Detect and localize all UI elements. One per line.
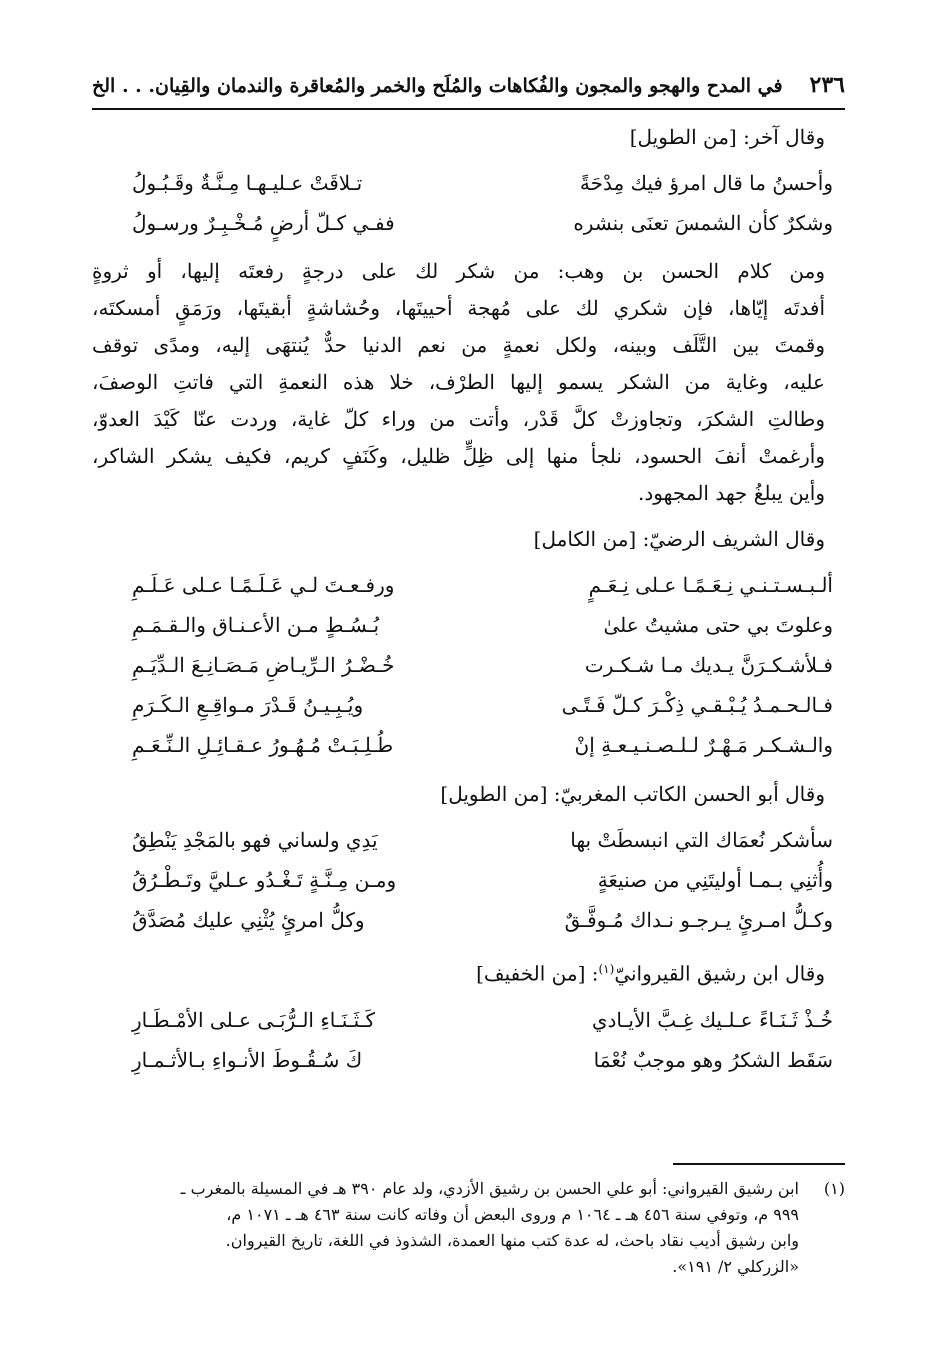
first-hemistich: فـلأشـكـرَنَّ يـديك مـا شـكـرت: [584, 653, 833, 677]
second-hemistich: ورفـعـتَ لـي عَـلَـمًـا عـلى عَـلَـمِ: [132, 573, 395, 597]
prose-line: وأرغمتْ أنفَ الحسود، نلجأ منها إلى ظِلٍّ ظليل، وكَنَفٍ كريم، فكيف يشكر الشاكر،: [92, 444, 825, 468]
poem: [92, 565, 845, 765]
poem: [92, 820, 845, 940]
prose-line: عليه، وغاية من الشكر يسمو إليها الطرْف، خلا هذه النعمةِ التي فاتتِ الوصفَ،: [92, 370, 825, 394]
footnote-line: ٩٩٩ م، وتوفي سنة ٤٥٦ هـ ـ ١٠٦٤ م وروى البعض أن وفاته كانت سنة ٤٦٣ هـ ـ ١٠٧١ م،: [226, 1205, 799, 1224]
second-hemistich: كَـثَـنَـاءِ الـرُّبَـى عـلى الأمْـطَـارِ: [132, 1007, 376, 1032]
second-hemistich: تـلاقَتْ عـليـهـا مِـنَّـةٌ وقَـبُـولُ: [132, 171, 363, 195]
second-hemistich: ومـن مِـنَّـةٍ تَـغْـدُو عـليَّ وتَـطْـرُقُ: [132, 868, 397, 892]
first-hemistich: سأشكر نُعمَاك التي انبسطَتْ بها: [570, 828, 833, 852]
first-hemistich: ألـبـسـتـنـي نِـعَـمًـا عـلى نِـعَـمٍ: [588, 573, 833, 597]
first-hemistich: وشكرٌ كأن الشمسَ تعنَى بنشره: [573, 211, 833, 235]
verse: [92, 565, 845, 605]
running-title: في المدح والهجو والمجون والفُكاهات والمُلَح والخمر والمُعاقرة والندمان والقِيان. . . الخ: [92, 75, 783, 97]
page-number: ٢٣٦: [809, 72, 845, 98]
page-body: [92, 118, 845, 1090]
footnote-marker: (١): [823, 1179, 845, 1198]
poem-intro: وقال الشريف الرضيّ: [من الكامل]: [533, 527, 825, 551]
footnote-line: «الزركلي ٢/ ١٩١».: [672, 1257, 799, 1276]
verse: [92, 820, 845, 860]
poem: [92, 163, 845, 243]
second-hemistich: ويُـبِـيـنُ قَـدْرَ مـواقِـعِ الـكَـرَمِ: [132, 693, 364, 717]
verse: [92, 163, 845, 203]
footnotes: [92, 1176, 845, 1280]
first-hemistich: فـالـحـمـدُ يُـبْـقـي ذِكْـرَ كـلّ فَـتًـى: [561, 693, 833, 717]
prose-line: أفدتَه إيّاها، فإن شكري لك على مُهجة أحييتَها، وحُشاشةٍ أبقيتَها، ورَمَقٍ أمسكتَه،: [92, 296, 825, 320]
poem-intro-text: وقال ابن رشيق القيروانيّ: [614, 961, 825, 986]
second-hemistich: ففـي كـلّ أرضٍ مُـخْـبِـرٌ ورسـولُ: [132, 211, 395, 235]
prose-line: وقمتَ بين التَّلَف وبينه، ولكل نعمةٍ من نعم الدنيا حدٌّ يُنتهَى إليه، ومدًى توقف: [92, 333, 825, 357]
verse: [92, 605, 845, 645]
first-hemistich: وعلوتَ بي حتى مشيتُ علىٰ: [603, 613, 833, 637]
footnote-reference[interactable]: (١): [598, 962, 615, 976]
poem: [92, 1000, 845, 1080]
prose-line: وطالتِ الشكرَ، وتجاوزتْ كلَّ قَدْر، وأتت من وراء كلّ غاية، وردت عنّا كَيْدَ العدوّ،: [92, 407, 825, 431]
second-hemistich: كَ سُـقُـوطَ الأنـواءِ بـالأثـمـارِ: [132, 1047, 363, 1072]
first-hemistich: وأحسنُ ما قال امرؤ فيك مِدْحَةً: [579, 171, 833, 195]
page-header: [92, 72, 845, 106]
poem-intro: وقال آخر: [من الطويل]: [629, 125, 825, 149]
footnote-text: [92, 1176, 799, 1280]
poem-intro: [92, 950, 825, 994]
prose-paragraph: [92, 253, 845, 512]
first-hemistich: وكـلُّ امـرئٍ يـرجـو نـداك مُـوفَّـقٌ: [564, 908, 833, 932]
verse: [92, 860, 845, 900]
prose-line: وأين يبلغُ جهد المجهود.: [638, 481, 825, 505]
verse: [92, 725, 845, 765]
prose-line: ومن كلام الحسن بن وهب: من شكر لك على درجةٍ رفعتَه إليها، أو ثروةٍ: [92, 259, 825, 283]
first-hemistich: خُـذْ ثَـنَـاءً عـلـيك غِـبَّ الأيـادي: [591, 1007, 833, 1032]
first-hemistich: والـشـكـر مَـهْـرٌ لـلـصـنـيـعـةِ إنْ: [574, 733, 833, 757]
verse: [92, 645, 845, 685]
first-hemistich: سَقَط الشكرُ وهو موجبٌ نُعْمَا: [593, 1047, 833, 1072]
footnote-divider: [673, 1163, 845, 1165]
footnote-line: ابن رشيق القيرواني: أبو علي الحسن بن رشيق الأزدي، ولد عام ٣٩٠ هـ في المسيلة بالمغرب ـ: [180, 1179, 799, 1198]
header-divider: [92, 108, 845, 110]
second-hemistich: بُـسُـطٍ مـن الأعـنـاق والـقـمَـمِ: [132, 613, 380, 637]
verse: [92, 1000, 845, 1040]
poem-intro-meter: : [من الخفيف]: [476, 961, 599, 986]
second-hemistich: وكلُّ امرئٍ يُثْنِي عليك مُصَدَّقُ: [132, 908, 365, 932]
verse: [92, 900, 845, 940]
verse: [92, 203, 845, 243]
first-hemistich: وأُثنِي بـمـا أوليتَنِي من صنيعَةٍ: [597, 868, 833, 892]
footnote: [92, 1176, 845, 1280]
verse: [92, 1040, 845, 1080]
footnote-line: وابن رشيق أديب نقاد باحث، له عدة كتب منها العمدة، الشذوذ في اللغة، تاريخ القيروان.: [225, 1231, 799, 1250]
second-hemistich: طُـلِـبَـتْ مُـهُـورُ عـقـائِـلِ الـنِّـعَـمِ: [132, 733, 394, 757]
verse: [92, 685, 845, 725]
second-hemistich: يَدِي ولساني فهو بالمَجْدِ يَنْطِقُ: [132, 828, 378, 852]
second-hemistich: خُـضْـرُ الـرِّيـاضِ مَـصَـانِـعَ الـدِّيَـمِ: [132, 653, 395, 677]
poem-intro: وقال أبو الحسن الكاتب المغربيّ: [من الطويل]: [440, 782, 825, 806]
